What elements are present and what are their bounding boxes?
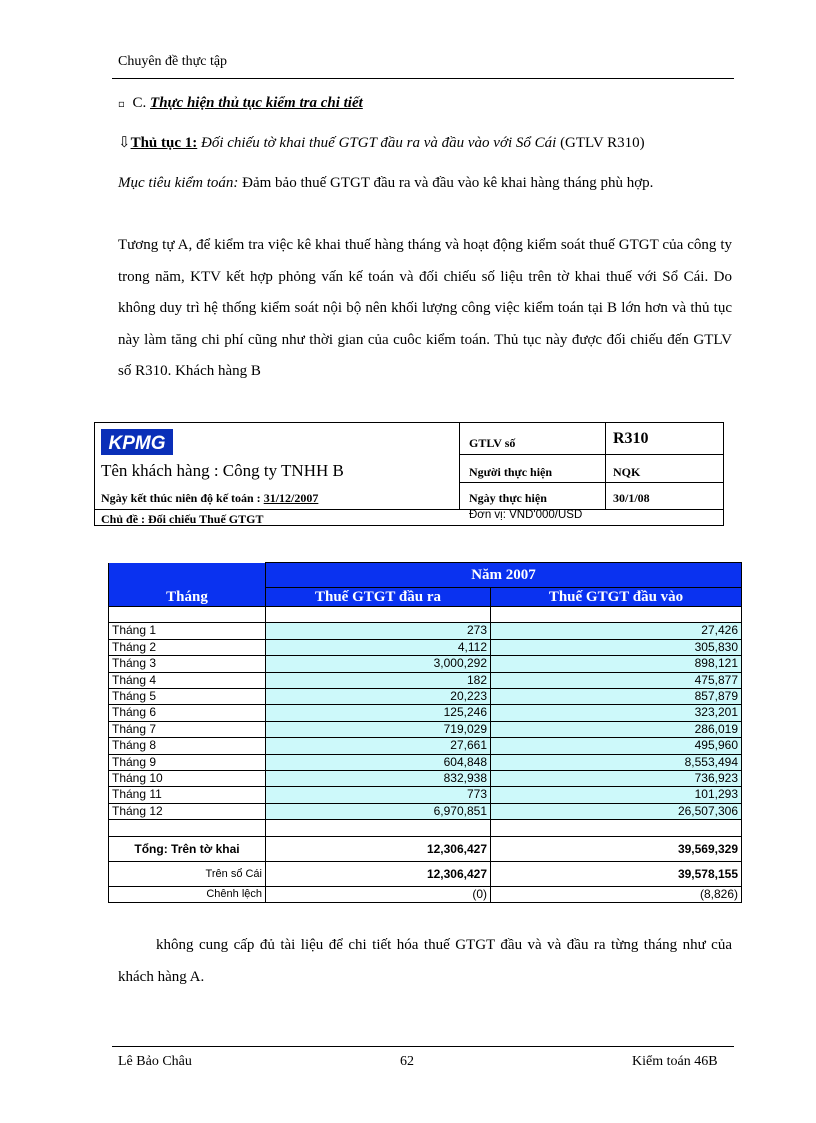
month-cell: Tháng 2 — [109, 639, 266, 655]
month-cell: Tháng 3 — [109, 656, 266, 672]
ledger-label: Trên sổ Cái — [109, 861, 266, 886]
month-cell: Tháng 5 — [109, 689, 266, 705]
total-declared-row — [109, 836, 742, 861]
output-vat-cell: 719,029 — [266, 721, 491, 737]
footer-rule — [112, 1046, 734, 1047]
spacer-cell — [491, 820, 742, 836]
table-row — [109, 721, 742, 737]
output-vat-cell: 6,970,851 — [266, 803, 491, 819]
table-row — [109, 672, 742, 688]
input-vat-cell: 8,553,494 — [491, 754, 742, 770]
table-row — [109, 787, 742, 803]
section-prefix: C. — [132, 95, 147, 111]
output-vat-cell: 832,938 — [266, 771, 491, 787]
month-cell: Tháng 8 — [109, 738, 266, 754]
total-input-cell: 39,569,329 — [491, 836, 742, 861]
month-cell: Tháng 12 — [109, 803, 266, 819]
down-arrow-icon: ⇩ — [118, 135, 131, 151]
input-vat-cell: 305,830 — [491, 639, 742, 655]
table-row — [109, 656, 742, 672]
input-vat-cell: 475,877 — [491, 672, 742, 688]
objective-label: Mục tiêu kiểm toán: — [118, 175, 239, 191]
output-vat-cell: 773 — [266, 787, 491, 803]
procedure-label: Thủ tục 1: — [130, 135, 198, 151]
vat-reconciliation-table — [108, 562, 742, 903]
section-heading — [118, 88, 732, 120]
body-paragraph-2: không cung cấp đủ tài liệu để chi tiết hóa thuế GTGT đầu và và đầu ra từng tháng như của khách hàng A. — [118, 937, 732, 985]
prepared-date-label: Ngày thực hiện — [469, 491, 547, 505]
total-declared-label: Tổng: Trên tờ khai — [109, 836, 266, 861]
procedure-title: Đối chiếu tờ khai thuế GTGT đầu ra và đầu vào với Sổ Cái — [201, 135, 557, 151]
procedure-heading — [118, 128, 732, 159]
section-title: Thực hiện thủ tục kiểm tra chi tiết — [150, 95, 363, 111]
kpmg-logo-text: KPMG — [108, 433, 166, 454]
customer-line — [101, 461, 344, 481]
table-row — [109, 771, 742, 787]
month-cell: Tháng 9 — [109, 754, 266, 770]
input-vat-cell: 736,923 — [491, 771, 742, 787]
table-header-row-2 — [109, 588, 742, 607]
month-cell: Tháng 6 — [109, 705, 266, 721]
spacer-row — [109, 607, 742, 623]
preparer-label: Người thực hiện — [469, 465, 553, 479]
subject-line — [101, 512, 264, 527]
wp-number-label: GTLV số — [469, 436, 516, 450]
difference-input-cell: (8,826) — [491, 886, 742, 902]
input-vat-header: Thuế GTGT đầu vào — [491, 588, 742, 607]
month-cell: Tháng 11 — [109, 787, 266, 803]
input-vat-cell: 495,960 — [491, 738, 742, 754]
spacer-cell — [109, 820, 266, 836]
table-row — [109, 623, 742, 639]
spacer-row — [109, 820, 742, 836]
difference-row — [109, 886, 742, 902]
preparer-value: NQK — [613, 465, 641, 479]
ledger-input-cell: 39,578,155 — [491, 861, 742, 886]
output-vat-cell: 27,661 — [266, 738, 491, 754]
output-vat-header: Thuế GTGT đầu ra — [266, 588, 491, 607]
output-vat-cell: 3,000,292 — [266, 656, 491, 672]
fiscal-end-line — [101, 491, 318, 506]
output-vat-cell: 125,246 — [266, 705, 491, 721]
difference-output-cell: (0) — [266, 886, 491, 902]
subject-value: Đối chiếu Thuế GTGT — [148, 512, 264, 526]
footer-course: Kiểm toán 46B — [632, 1054, 718, 1069]
table-row — [109, 689, 742, 705]
table-row — [109, 705, 742, 721]
ledger-output-cell: 12,306,427 — [266, 861, 491, 886]
body-paragraph-1: Tương tự A, để kiểm tra việc kê khai thuế hàng tháng và hoạt động kiểm soát thuế GTGT của công ty trong năm, KTV kết hợp phỏng vấn kế toán và đối chiếu số liệu trên tờ khai thuế với Sổ Cái. Do không duy trì hệ thống kiểm soát nội bộ nên khối lượng công việc kiểm toán tại B lớn hơn và thủ tục này làm tăng chi phí cũng như thời gian của cuôc kiểm toán. Thủ tục này được đối chiếu đến GTLV số R310. Khách hàng B — [118, 237, 732, 379]
month-cell: Tháng 7 — [109, 721, 266, 737]
input-vat-cell: 26,507,306 — [491, 803, 742, 819]
customer-label: Tên khách hàng : — [101, 461, 219, 480]
input-vat-cell: 323,201 — [491, 705, 742, 721]
table-header-row-1 — [109, 563, 742, 588]
input-vat-cell: 101,293 — [491, 787, 742, 803]
total-output-cell: 12,306,427 — [266, 836, 491, 861]
input-vat-cell: 857,879 — [491, 689, 742, 705]
output-vat-cell: 604,848 — [266, 754, 491, 770]
section-marker-icon: ▫ — [118, 99, 125, 110]
month-cell: Tháng 4 — [109, 672, 266, 688]
audit-objective — [118, 168, 732, 199]
spacer-cell — [266, 820, 491, 836]
year-header: Năm 2007 — [266, 563, 742, 588]
procedure-ref: (GTLV R310) — [560, 135, 645, 151]
output-vat-cell: 20,223 — [266, 689, 491, 705]
workpaper-header-box — [94, 422, 724, 526]
ledger-row — [109, 861, 742, 886]
page-number: 62 — [400, 1054, 414, 1069]
table-row — [109, 803, 742, 819]
kpmg-logo — [101, 429, 173, 455]
fiscal-end-date: 31/12/2007 — [263, 491, 319, 505]
input-vat-cell: 27,426 — [491, 623, 742, 639]
month-cell: Tháng 1 — [109, 623, 266, 639]
difference-label: Chênh lệch — [109, 886, 266, 902]
prepared-date-value: 30/1/08 — [613, 491, 650, 505]
output-vat-cell: 273 — [266, 623, 491, 639]
month-header: Tháng — [109, 588, 266, 607]
subject-label: Chủ đề : — [101, 512, 146, 526]
running-header: Chuyên đề thực tập — [118, 54, 228, 69]
currency-unit: Đơn vị: VND'000/USD — [469, 509, 583, 521]
table-row — [109, 639, 742, 655]
output-vat-cell: 4,112 — [266, 639, 491, 655]
wp-number-value: R310 — [613, 430, 649, 447]
footer-author: Lê Bảo Châu — [118, 1054, 192, 1069]
table-row — [109, 738, 742, 754]
table-row — [109, 754, 742, 770]
customer-name: Công ty TNHH B — [222, 461, 344, 480]
objective-text: Đảm bảo thuế GTGT đầu ra và đầu vào kê khai hàng tháng phù hợp. — [242, 175, 654, 191]
header-rule — [112, 78, 734, 79]
month-cell: Tháng 10 — [109, 771, 266, 787]
fiscal-end-label: Ngày kết thúc niên độ kế toán : — [101, 491, 261, 505]
output-vat-cell: 182 — [266, 672, 491, 688]
input-vat-cell: 286,019 — [491, 721, 742, 737]
input-vat-cell: 898,121 — [491, 656, 742, 672]
